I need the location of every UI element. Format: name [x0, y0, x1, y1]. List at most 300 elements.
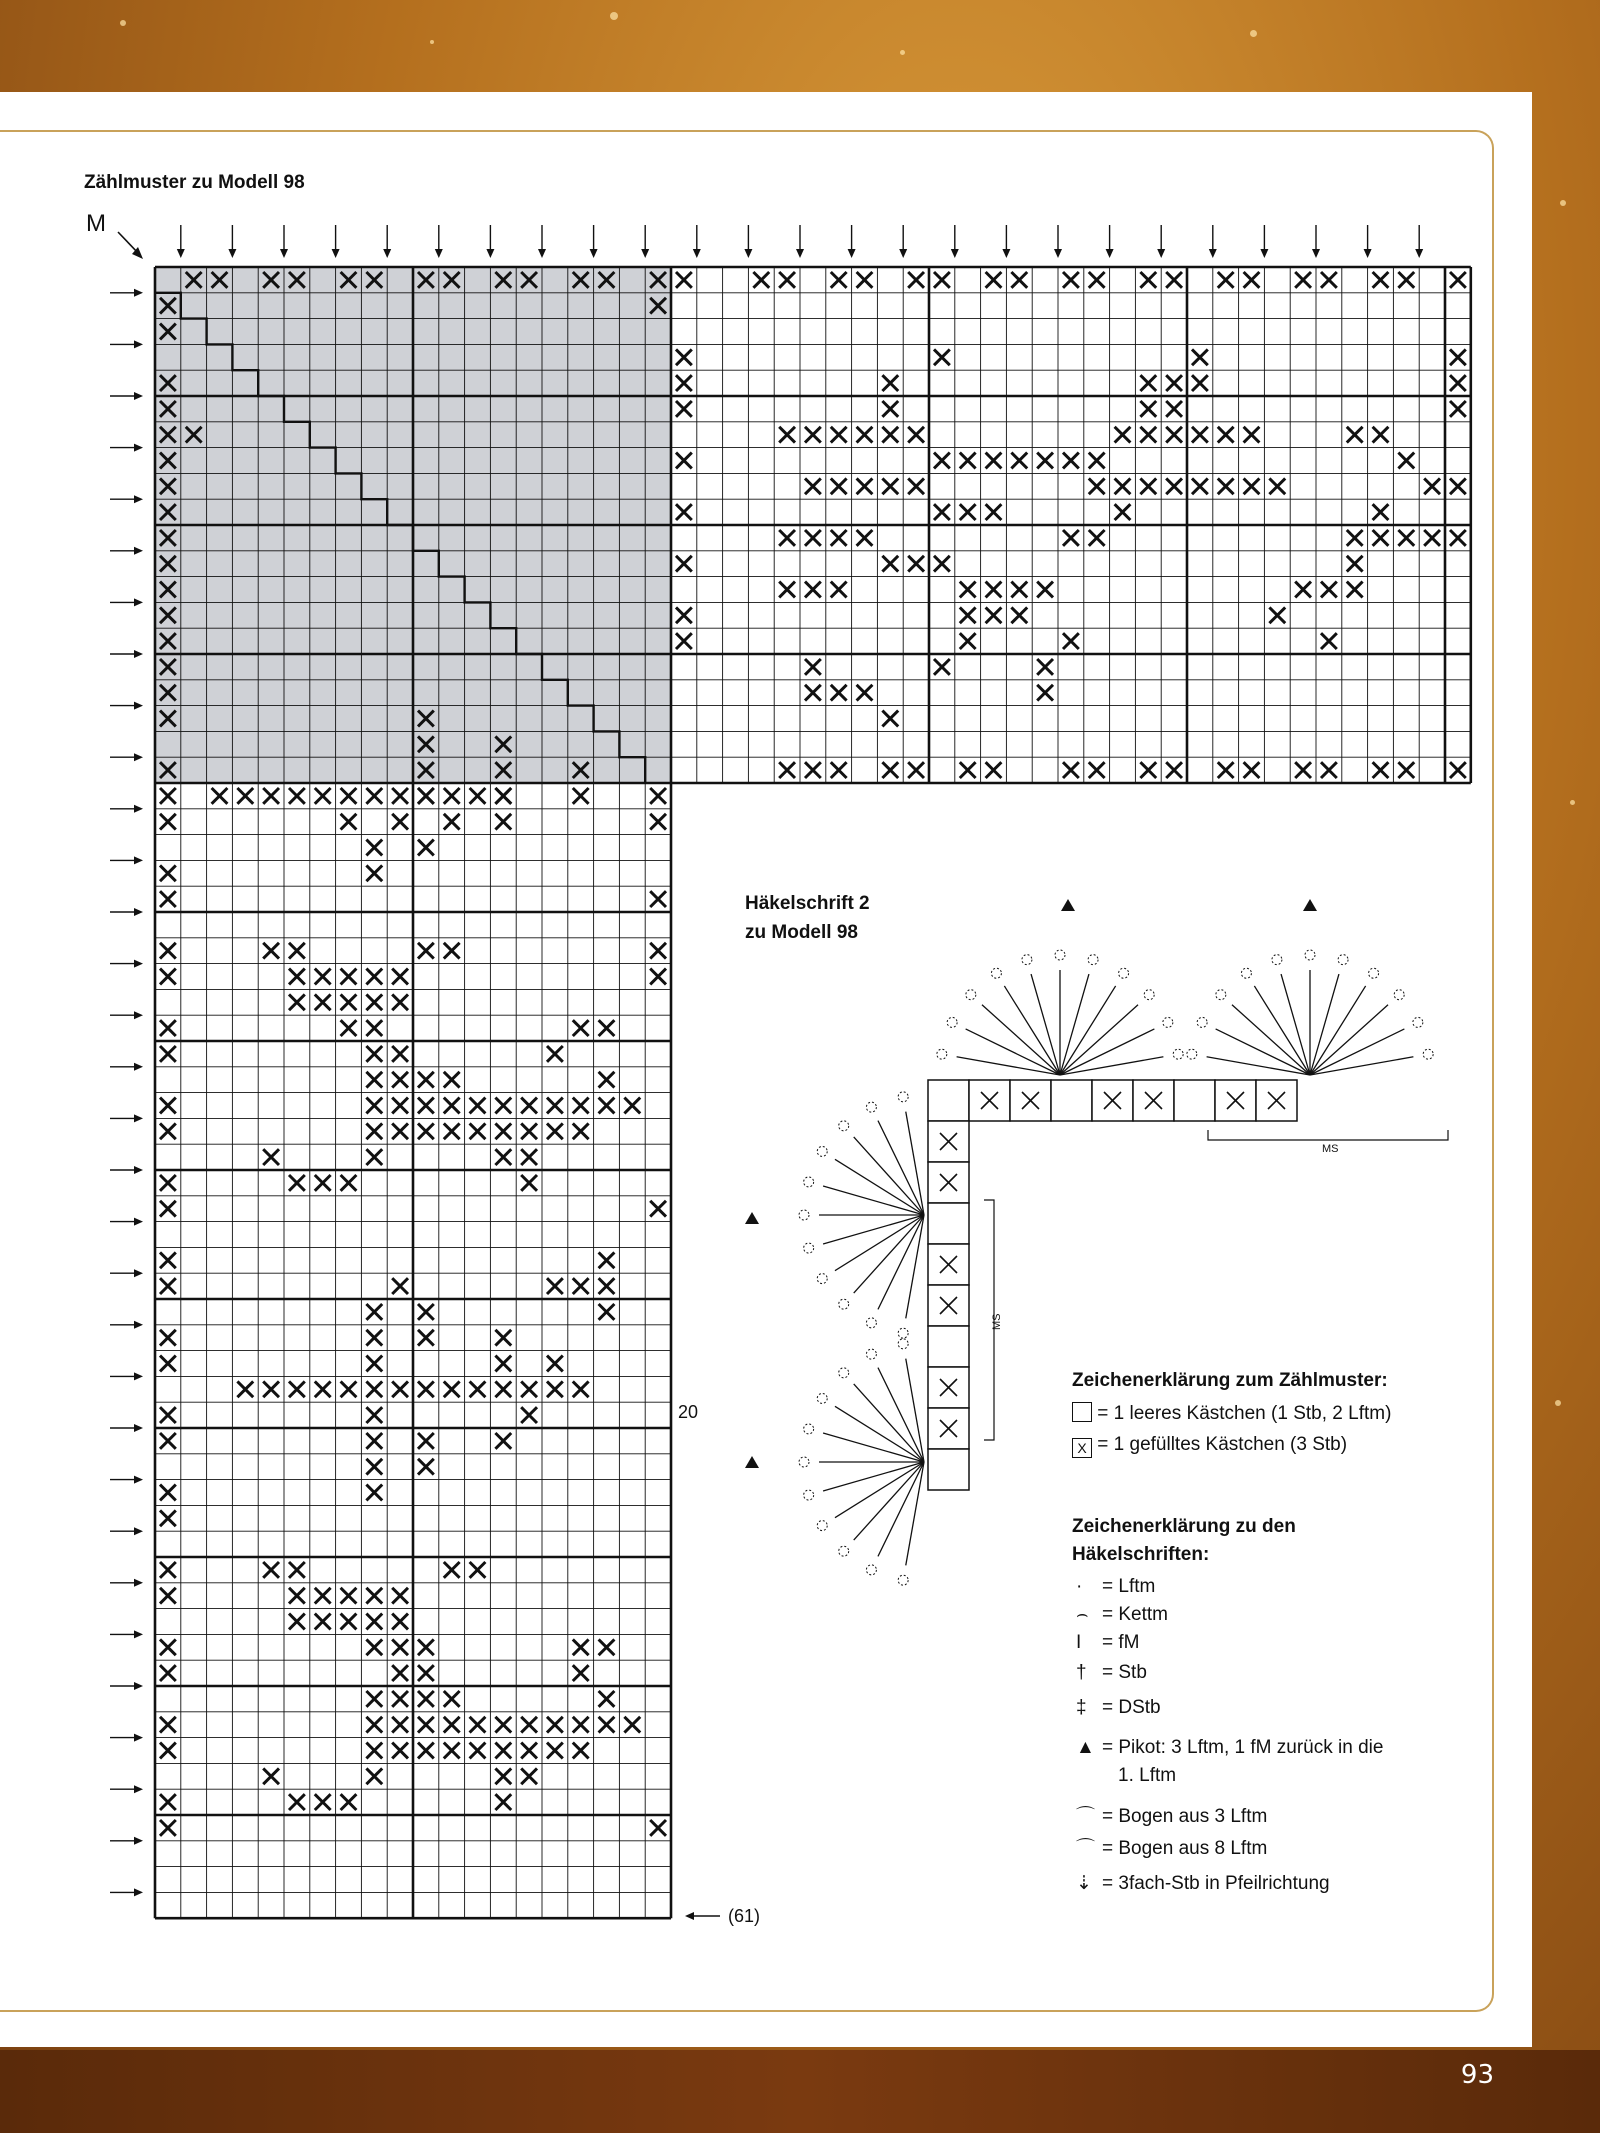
x-mark — [495, 1123, 511, 1139]
x-mark — [573, 788, 589, 804]
x-mark — [599, 1278, 615, 1294]
fan-stitch-loop — [991, 968, 1001, 978]
x-mark — [599, 1098, 615, 1114]
x-mark — [315, 1614, 331, 1630]
crochet-title-1: Häkelschrift 2 — [745, 893, 870, 914]
x-mark — [418, 1123, 434, 1139]
x-mark — [1011, 453, 1027, 469]
edge-box — [1174, 1080, 1215, 1121]
x-mark — [160, 1020, 176, 1036]
x-mark — [1140, 427, 1156, 443]
x-mark — [753, 272, 769, 288]
x-mark — [882, 556, 898, 572]
fan-stitch-loop — [799, 1457, 809, 1467]
x-mark — [1037, 659, 1053, 675]
x-mark — [160, 943, 176, 959]
fan-stitch-loop — [1423, 1049, 1433, 1059]
x-mark — [521, 1123, 537, 1139]
fan-stitch-loop — [1369, 968, 1379, 978]
right-arrow-head — [134, 547, 143, 555]
x-mark — [1089, 453, 1105, 469]
x-mark — [1140, 272, 1156, 288]
x-mark — [341, 1381, 357, 1397]
x-mark — [470, 788, 486, 804]
x-mark — [160, 1278, 176, 1294]
right-arrow-head — [134, 1579, 143, 1587]
x-mark — [1321, 633, 1337, 649]
x-mark — [960, 633, 976, 649]
x-mark — [392, 788, 408, 804]
x-mark — [960, 453, 976, 469]
right-arrow-head — [134, 1888, 143, 1896]
x-mark — [573, 1717, 589, 1733]
x-mark — [1011, 272, 1027, 288]
fan-stitch-loop — [898, 1328, 908, 1338]
x-mark — [986, 582, 1002, 598]
x-mark — [1037, 453, 1053, 469]
x-mark — [779, 427, 795, 443]
x-mark — [986, 272, 1002, 288]
x-mark — [882, 401, 898, 417]
ms-bracket — [1208, 1130, 1448, 1140]
fan-stitch-loop — [1338, 955, 1348, 965]
x-mark — [495, 788, 511, 804]
x-mark — [341, 1588, 357, 1604]
fan-stitch — [854, 1384, 924, 1462]
x-mark — [986, 607, 1002, 623]
crochet-symbol-icon: ‡ — [1076, 1697, 1087, 1718]
x-mark — [237, 788, 253, 804]
down-arrow-head — [1312, 249, 1320, 258]
x-mark — [831, 685, 847, 701]
x-mark — [418, 1665, 434, 1681]
x-mark — [1192, 478, 1208, 494]
x-mark — [289, 1381, 305, 1397]
x-mark — [1089, 762, 1105, 778]
down-arrow-head — [1106, 249, 1114, 258]
x-mark — [831, 478, 847, 494]
x-mark — [418, 1691, 434, 1707]
x-mark — [599, 1691, 615, 1707]
x-mark — [882, 375, 898, 391]
x-mark — [676, 453, 692, 469]
x-mark — [392, 1665, 408, 1681]
fan-stitch-loop — [1241, 968, 1251, 978]
fan-stitch-loop — [799, 1210, 809, 1220]
x-mark — [366, 1717, 382, 1733]
x-mark — [986, 762, 1002, 778]
x-mark — [1063, 633, 1079, 649]
fan-stitch-loop — [1197, 1017, 1207, 1027]
x-mark — [392, 814, 408, 830]
x-mark — [1089, 478, 1105, 494]
x-mark — [160, 1330, 176, 1346]
x-mark — [1166, 272, 1182, 288]
x-mark — [676, 607, 692, 623]
x-mark — [599, 1639, 615, 1655]
x-mark — [1244, 427, 1260, 443]
legend-crochet-text: 1. Lftm — [1118, 1765, 1177, 1786]
x-mark — [650, 814, 666, 830]
x-mark — [1140, 478, 1156, 494]
x-mark — [521, 1149, 537, 1165]
x-mark — [599, 1717, 615, 1733]
x-mark — [418, 1381, 434, 1397]
x-mark — [341, 788, 357, 804]
fan-stitch-loop — [804, 1490, 814, 1500]
crochet-symbol-icon: ⇣ — [1076, 1873, 1092, 1894]
x-mark — [315, 788, 331, 804]
chart-title: Zählmuster zu Modell 98 — [84, 172, 305, 193]
picot-icon — [745, 1456, 759, 1468]
down-arrow-head — [951, 249, 959, 258]
x-mark — [341, 969, 357, 985]
right-arrow-head — [134, 598, 143, 606]
legend-chart-item-2: X = 1 gefülltes Kästchen (3 Stb) — [1072, 1434, 1347, 1458]
row-number-20: 20 — [678, 1402, 699, 1422]
x-mark — [1011, 582, 1027, 598]
x-mark — [1398, 272, 1414, 288]
fan-stitch — [1060, 1005, 1138, 1075]
fan-stitch-loop — [839, 1299, 849, 1309]
x-mark — [831, 762, 847, 778]
x-mark — [831, 272, 847, 288]
x-mark — [392, 1743, 408, 1759]
legend-crochet-title-1: Zeichenerklärung zu den — [1072, 1516, 1296, 1537]
x-mark — [676, 349, 692, 365]
x-mark — [1347, 582, 1363, 598]
x-mark — [521, 1175, 537, 1191]
down-arrow-head — [1157, 249, 1165, 258]
x-mark — [1218, 272, 1234, 288]
x-mark — [160, 788, 176, 804]
x-mark — [366, 1020, 382, 1036]
x-mark — [1063, 530, 1079, 546]
x-mark — [444, 1098, 460, 1114]
page-number: 93 — [1460, 2060, 1494, 2090]
x-mark — [1398, 762, 1414, 778]
x-mark — [160, 1665, 176, 1681]
x-mark — [547, 1743, 563, 1759]
x-mark — [341, 814, 357, 830]
down-arrow-head — [744, 249, 752, 258]
x-mark — [160, 891, 176, 907]
down-arrow-head — [228, 249, 236, 258]
x-mark — [366, 1691, 382, 1707]
x-mark — [160, 1046, 176, 1062]
x-mark — [650, 1201, 666, 1217]
x-mark — [1166, 427, 1182, 443]
x-mark — [1244, 762, 1260, 778]
edge-box — [928, 1326, 969, 1367]
fan-stitch-loop — [804, 1177, 814, 1187]
x-mark — [392, 1072, 408, 1088]
fan-stitch-loop — [1394, 990, 1404, 1000]
x-mark — [444, 1743, 460, 1759]
x-mark — [779, 272, 795, 288]
x-mark — [908, 556, 924, 572]
fan-stitch-loop — [1022, 955, 1032, 965]
fan-stitch-loop — [1144, 990, 1154, 1000]
x-mark — [160, 1407, 176, 1423]
x-mark — [160, 1820, 176, 1836]
x-mark — [418, 1459, 434, 1475]
x-mark — [521, 1768, 537, 1784]
x-mark — [521, 1098, 537, 1114]
x-mark — [676, 556, 692, 572]
legend-crochet-text: = Lftm — [1102, 1576, 1156, 1597]
x-mark — [366, 994, 382, 1010]
x-mark — [805, 685, 821, 701]
x-mark — [444, 1562, 460, 1578]
x-mark — [263, 1149, 279, 1165]
x-mark — [289, 943, 305, 959]
x-mark — [573, 1743, 589, 1759]
x-mark — [882, 711, 898, 727]
x-mark — [805, 762, 821, 778]
picot-icon — [745, 1212, 759, 1224]
right-arrow-head — [134, 444, 143, 452]
x-mark — [1063, 272, 1079, 288]
fan-stitch — [1310, 974, 1339, 1075]
x-mark — [908, 478, 924, 494]
x-mark — [495, 1717, 511, 1733]
fan-stitch-loop — [898, 1339, 908, 1349]
fan-stitch-loop — [1187, 1049, 1197, 1059]
fan-stitch — [854, 1137, 924, 1215]
x-mark — [366, 1304, 382, 1320]
x-mark — [1373, 762, 1389, 778]
x-mark — [1450, 272, 1466, 288]
x-mark — [986, 453, 1002, 469]
x-mark — [392, 1717, 408, 1733]
x-mark — [1115, 427, 1131, 443]
x-mark — [1140, 762, 1156, 778]
x-mark — [366, 1072, 382, 1088]
x-mark — [392, 969, 408, 985]
x-mark — [1373, 530, 1389, 546]
x-mark — [418, 1717, 434, 1733]
fan-stitch-loop — [1305, 950, 1315, 960]
down-arrow-head — [486, 249, 494, 258]
x-mark — [908, 762, 924, 778]
x-mark — [315, 1175, 331, 1191]
legend-crochet-text: = 3fach-Stb in Pfeilrichtung — [1102, 1873, 1330, 1894]
x-mark — [470, 1562, 486, 1578]
fan-stitch-loop — [1272, 955, 1282, 965]
right-arrow-head — [134, 1114, 143, 1122]
x-mark — [934, 659, 950, 675]
right-arrow-head — [134, 702, 143, 710]
x-mark — [650, 943, 666, 959]
x-mark — [160, 1123, 176, 1139]
x-mark — [495, 1381, 511, 1397]
x-mark — [1450, 530, 1466, 546]
x-mark — [857, 272, 873, 288]
x-mark — [341, 1614, 357, 1630]
x-mark — [1089, 530, 1105, 546]
x-mark — [1115, 478, 1131, 494]
x-mark — [418, 1330, 434, 1346]
x-mark — [289, 1562, 305, 1578]
x-mark — [882, 427, 898, 443]
x-mark — [1295, 582, 1311, 598]
fan-stitch — [906, 1215, 924, 1318]
legend-crochet-text: = Pikot: 3 Lftm, 1 fM zurück in die — [1102, 1737, 1384, 1758]
edge-box — [928, 1080, 969, 1121]
legend-crochet-text: = Bogen aus 8 Lftm — [1102, 1838, 1268, 1859]
x-mark — [1450, 375, 1466, 391]
start-marker: M — [86, 210, 106, 237]
x-mark — [366, 1433, 382, 1449]
x-mark — [676, 633, 692, 649]
x-mark — [934, 349, 950, 365]
x-mark — [470, 1098, 486, 1114]
x-mark — [289, 994, 305, 1010]
x-mark — [1424, 478, 1440, 494]
x-mark — [547, 1717, 563, 1733]
x-mark — [1192, 427, 1208, 443]
down-arrow-head — [796, 249, 804, 258]
x-mark — [1218, 762, 1234, 778]
x-mark — [495, 1743, 511, 1759]
x-mark — [1166, 478, 1182, 494]
x-mark — [366, 1768, 382, 1784]
x-mark — [366, 1743, 382, 1759]
x-mark — [1166, 762, 1182, 778]
crochet-symbol-icon: † — [1076, 1662, 1087, 1683]
x-mark — [934, 272, 950, 288]
right-arrow-head — [134, 1063, 143, 1071]
picot-icon — [1303, 899, 1317, 911]
x-mark — [573, 1123, 589, 1139]
x-mark — [366, 1407, 382, 1423]
x-mark — [470, 1123, 486, 1139]
x-mark — [1347, 427, 1363, 443]
x-mark — [495, 1794, 511, 1810]
right-arrow-head — [134, 908, 143, 916]
legend-crochet-text: = fM — [1102, 1632, 1140, 1653]
x-mark — [1321, 272, 1337, 288]
right-arrow-head — [134, 1682, 143, 1690]
x-mark — [599, 1020, 615, 1036]
fan-stitch — [1281, 974, 1310, 1075]
x-mark — [366, 1588, 382, 1604]
x-mark — [366, 1123, 382, 1139]
x-mark — [624, 1098, 640, 1114]
x-mark — [521, 1381, 537, 1397]
ms-label: MS — [1322, 1143, 1339, 1155]
x-mark — [444, 1717, 460, 1733]
x-mark — [1063, 762, 1079, 778]
edge-box — [928, 1449, 969, 1490]
right-arrow-head — [134, 1630, 143, 1638]
x-mark — [289, 1614, 305, 1630]
right-arrow-head — [134, 495, 143, 503]
x-mark — [289, 969, 305, 985]
x-mark — [160, 1433, 176, 1449]
x-mark — [366, 1356, 382, 1372]
x-mark — [392, 1691, 408, 1707]
fan-stitch — [906, 1359, 924, 1462]
x-mark — [1011, 607, 1027, 623]
x-mark — [805, 530, 821, 546]
x-mark — [495, 1098, 511, 1114]
x-mark — [521, 1743, 537, 1759]
down-arrow-head — [1260, 249, 1268, 258]
fan-stitch-loop — [866, 1318, 876, 1328]
x-mark — [1398, 453, 1414, 469]
x-mark — [392, 1639, 408, 1655]
x-mark — [547, 1098, 563, 1114]
x-mark — [392, 1046, 408, 1062]
x-mark — [934, 556, 950, 572]
right-arrow-head — [134, 1372, 143, 1380]
right-arrow-head — [134, 1218, 143, 1226]
x-mark — [418, 1098, 434, 1114]
x-mark — [1115, 504, 1131, 520]
fan-stitch-loop — [866, 1565, 876, 1575]
x-mark — [237, 1381, 253, 1397]
x-mark — [857, 685, 873, 701]
x-mark — [366, 969, 382, 985]
fan-stitch-loop — [937, 1049, 947, 1059]
x-mark — [315, 1381, 331, 1397]
x-mark — [650, 788, 666, 804]
x-mark — [418, 1743, 434, 1759]
x-mark — [289, 1794, 305, 1810]
down-arrow-head — [332, 249, 340, 258]
down-arrow-head — [899, 249, 907, 258]
x-mark — [160, 1098, 176, 1114]
x-mark — [779, 762, 795, 778]
legend-crochet-title-2: Häkelschriften: — [1072, 1544, 1210, 1565]
edge-box — [1051, 1080, 1092, 1121]
crochet-title-2: zu Modell 98 — [745, 922, 858, 943]
x-mark — [882, 762, 898, 778]
x-mark — [444, 943, 460, 959]
x-mark — [882, 478, 898, 494]
x-mark — [392, 1381, 408, 1397]
x-mark — [470, 1743, 486, 1759]
x-mark — [676, 401, 692, 417]
x-mark — [908, 272, 924, 288]
legend-crochet-text: = Stb — [1102, 1662, 1147, 1683]
x-mark — [418, 788, 434, 804]
x-mark — [160, 969, 176, 985]
down-arrow-head — [435, 249, 443, 258]
x-mark — [366, 788, 382, 804]
x-mark — [1347, 556, 1363, 572]
down-arrow-head — [641, 249, 649, 258]
fan-stitch-loop — [898, 1575, 908, 1585]
x-mark — [263, 1381, 279, 1397]
legend-chart-item-1: = 1 leeres Kästchen (1 Stb, 2 Lftm) — [1072, 1402, 1391, 1425]
legend-chart-title: Zeichenerklärung zum Zählmuster: — [1072, 1370, 1388, 1391]
down-arrow-head — [1002, 249, 1010, 258]
fan-stitch-loop — [1055, 950, 1065, 960]
right-arrow-head — [134, 1734, 143, 1742]
down-arrow-head — [848, 249, 856, 258]
fan-stitch-loop — [898, 1092, 908, 1102]
x-mark — [470, 1381, 486, 1397]
x-mark — [779, 530, 795, 546]
right-arrow-head — [134, 1011, 143, 1019]
x-mark — [366, 1381, 382, 1397]
fan-stitch-loop — [817, 1393, 827, 1403]
legend-crochet-text: = DStb — [1102, 1697, 1161, 1718]
fan-stitch-loop — [817, 1521, 827, 1531]
